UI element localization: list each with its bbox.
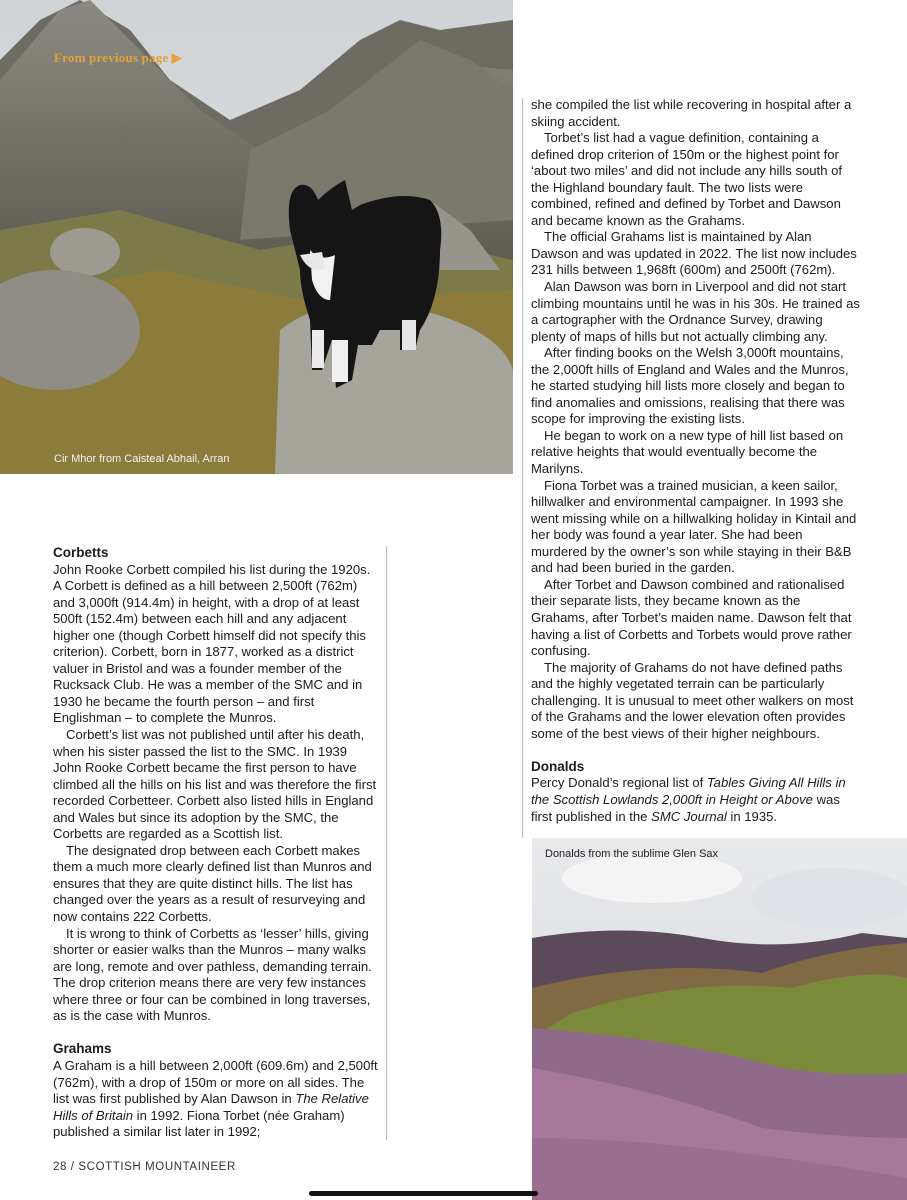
photo-glen-sax <box>532 838 907 1200</box>
photo-cir-mhor <box>0 0 513 474</box>
paragraph: After Torbet and Dawson combined and rationalised their separate lists, they became known as the Grahams, after Torbet’s maiden name. Dawson felt that having a list of Corbetts and Torbets would prove rather confusing. <box>531 576 852 659</box>
caption-cir-mhor: Cir Mhor from Caisteal Abhail, Arran <box>54 453 230 465</box>
paragraph: Torbet’s list had a vague definition, containing a defined drop criterion of 150m or the highest point for ‘about two miles’ and did not include any hills south of the Highland boundary fault. The two lists were combined, refined and defined by Torbet and Dawson and became known as the Grahams. <box>531 130 843 228</box>
paragraph: Fiona Torbet was a trained musician, a keen sailor, hillwalker and environmental campaigner. In 1993 she went missing while on a hillwalking holiday in Kintail and her body was found a year later. She had been murdered by the owner’s son while staying in their B&B and had been buried in the garden. <box>531 477 857 576</box>
text-run: Percy Donald’s regional list of <box>531 775 707 791</box>
text-run: was first published in the <box>531 791 840 824</box>
section-heading-grahams: Grahams <box>53 1041 112 1057</box>
paragraph: After finding books on the Welsh 3,000ft mountains, the 2,000ft hills of England and Wales and the Munros, he started studying hill lists more closely and began to find anomalies and omissions, realising that there was scope for improving the existing lists. <box>531 345 849 427</box>
paragraph: He began to work on a new type of hill list based on relative heights that would eventually become the Marilyns. <box>531 427 844 477</box>
book-title: Tables Giving All Hills in the Scottish Lowlands 2,000ft in Height or Above <box>531 775 846 807</box>
right-column <box>531 97 861 825</box>
paragraph: The designated drop between each Corbett makes them a much more clearly defined list than Munros and ensures that they are quite distinct hills. The list has changed over the years as a result of resurveying and now contains 222 Corbetts. <box>53 842 372 925</box>
paragraph: The official Grahams list is maintained by Alan Dawson and was updated in 2022. The list now includes 231 hills between 1,968ft (600m) and 2500ft (762m). <box>531 229 857 278</box>
paragraph: Alan Dawson was born in Liverpool and did not start climbing mountains until he was in his 30s. He trained as a cartographer with the Ordnance Survey, drawing plenty of maps of hills but not actually climbing any. <box>531 279 860 344</box>
column-divider-right <box>522 98 523 838</box>
paragraph-donalds <box>531 775 861 825</box>
text-run: in 1992. Fiona Torbet (née Graham) published a similar list later in 1992; <box>53 1107 345 1140</box>
page-footer <box>53 1161 236 1173</box>
home-indicator-bar[interactable] <box>309 1191 538 1196</box>
caption-glen-sax: Donalds from the sublime Glen Sax <box>545 848 719 860</box>
from-previous-page-link[interactable]: From previous page ▶ <box>54 50 182 65</box>
paragraph-grahams <box>53 1058 378 1141</box>
section-heading-donalds: Donalds <box>531 758 585 774</box>
footer-separator: / <box>70 1161 75 1173</box>
left-column <box>53 545 378 1141</box>
page-number: 28 <box>53 1161 67 1173</box>
mountain-dog-photo <box>0 0 513 474</box>
column-divider-left <box>386 546 387 1140</box>
journal-title: SMC Journal <box>651 808 727 824</box>
heather-hills-photo <box>532 838 907 1200</box>
book-title: The Relative Hills of Britain <box>53 1091 369 1123</box>
section-heading-corbetts: Corbetts <box>53 545 109 560</box>
paragraph: she compiled the list while recovering in hospital after a skiing accident. <box>531 97 852 129</box>
paragraph: It is wrong to think of Corbetts as ‘lesser’ hills, giving shorter or easier walks than the Munros – many walks are long, remote and over pathless, demanding terrain. The drop criterion means there are very few instances where three or four can be combined in long traverses, as is the case with Munros. <box>53 925 372 1024</box>
text-run: in 1935. <box>726 808 778 824</box>
publication-name: SCOTTISH MOUNTAINEER <box>78 1161 236 1173</box>
paragraph: Corbett’s list was not published until after his death, when his sister passed the list to the SMC. In 1939 John Rooke Corbett became the first person to have climbed all the hills on his list and was therefore the first recorded Corbetteer. Corbett also listed hills in England and Wales but since its adoption by the SMC, the Corbetts are regarded as a Scottish list. <box>53 727 377 842</box>
paragraph: The majority of Grahams do not have defined paths and the highly vegetated terrain can be particularly challenging. It is unusual to meet other walkers on most of the Grahams and the lower elevation often provides some of the best views of their higher neighbours. <box>531 659 854 741</box>
paragraph: John Rooke Corbett compiled his list during the 1920s. A Corbett is defined as a hill between 2,500ft (762m) and 3,000ft (914.4m) in height, with a drop of at least 500ft (152.4m) between each hill and any adjacent higher one (though Corbett himself did not specify this criterion). Corbett, born in 1877, worked as a district valuer in Bristol and was a founder member of the Rucksack Club. He was a member of the SMC and in 1930 he became the fourth person – and first Englishman – to complete the Munros. <box>53 561 371 726</box>
text-run: A Graham is a hill between 2,000ft (609.6m) and 2,500ft (762m), with a drop of 150m or more on all sides. The list was first published by Alan Dawson in <box>53 1057 378 1107</box>
